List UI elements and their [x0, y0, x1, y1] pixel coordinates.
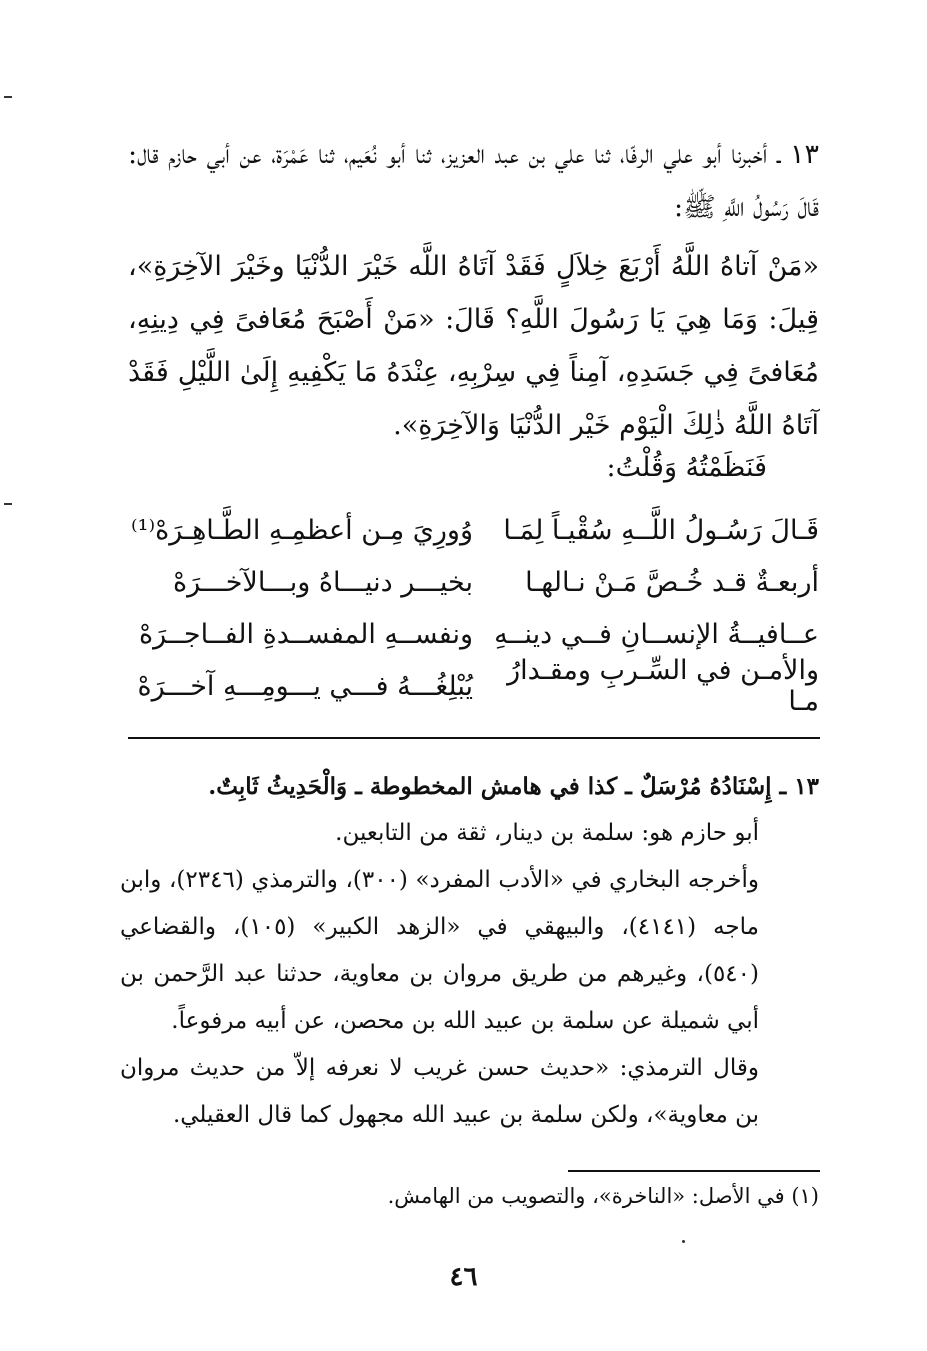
- poem-verse: [128, 608, 819, 660]
- poem-verse: [128, 504, 819, 556]
- commentary-heading: ١٣ ـ إِسْنَادُهُ مُرْسَلٌ ـ كذا في هامش المخطوطة ـ وَالْحَدِيثُ ثَابِتٌ.: [208, 773, 819, 800]
- verse-first-hemistich: والأمـن في السِّـربِ ومقـدارُ مـا: [507, 655, 819, 717]
- hadith-isnad: ١٣ ـ أخبرنا أبو علي الرفّا، ثنا علي بن عبد العزيز، ثنا أبو نُعَيم، ثنا عَمْرَة، عن أبي حازم قال: قَالَ رَسُولُ اللَّهِ ﷺ:: [128, 139, 819, 223]
- hadith-text: «مَنْ آتاهُ اللَّهُ أَرْبَعَ خِلاَلٍ فَقَدْ آتَاهُ اللَّه خَيْرَ الدُّنْيَا وخَيْرَ الآخِرَةِ»، قِيلَ: وَمَا هِيَ يَا رَسُولَ اللَّهِ؟ قَالَ: «مَنْ أَصْبَحَ مُعَافىً فِي دِينِهِ، مُعَافىً فِي جَسَدِهِ، آمِناً فِي سِرْبِهِ، عِنْدَهُ مَا يَكْفِيهِ إِلَىٰ اللَّيْلِ فَقَدْ آتَاهُ اللَّهُ ذٰلِكَ الْيَوْم خَيْر الدُّنْيَا وَالآخِرَةِ».: [128, 251, 819, 441]
- verse-second-hemistich: يُبْلِغُـــهُ فـــي يـــومِـــهِ آخـــرَهْ: [137, 670, 473, 702]
- scan-speck: [682, 1240, 685, 1243]
- poem-verse: [128, 556, 819, 608]
- verse-first-hemistich: قَـالَ رَسُـولُ اللَّــهِ سُقْيـاً لِمَـا: [503, 514, 819, 546]
- section-divider: [128, 737, 820, 739]
- verse-second-hemistich: ونفســهِ المفســدةِ الفــاجــرَهْ: [139, 618, 473, 650]
- poem: [128, 504, 819, 717]
- footnote: (١) في الأصل: «الناخرة»، والتصويب من الهامش.: [387, 1184, 819, 1208]
- footnote-divider: [568, 1170, 820, 1172]
- commentary-paragraph: وأخرجه البخاري في «الأدب المفرد» (٣٠٠)، والترمذي (٢٣٤٦)، وابن ماجه (٤١٤١)، والبيهقي في «الزهد الكبير» (١٠٥)، والقضاعي (٥٤٠)، وغيرهم من طريق مروان بن معاوية، حدثنا عبد الرَّحمن بن أبي شميلة عن سلمة بن عبيد الله بن محصن، عن أبيه مرفوعاً.: [120, 867, 759, 1034]
- verse-first-hemistich: أربعـةٌ قـد خُـصَّ مَـنْ نـالهـا: [525, 566, 819, 598]
- page-number: ٤٦: [449, 1262, 478, 1292]
- commentary-paragraph: أبو حازم هو: سلمة بن دينار، ثقة من التابعين.: [335, 820, 759, 846]
- scan-mark: [4, 503, 12, 505]
- poem-intro: فَنَظَمْتُهُ وَقُلْتُ:: [606, 452, 767, 483]
- verse-second-hemistich: بخيـــر دنيـــاهُ وبـــالآخـــرَهْ: [172, 566, 473, 598]
- verse-first-hemistich: عــافيــةُ الإنســانِ فــي دينــهِ: [494, 618, 819, 650]
- verse-second-hemistich: وُورِيَ مِـن أعظمِـهِ الطَّـاهِـرَهْ⁽¹⁾: [131, 514, 473, 546]
- commentary: [120, 763, 819, 1139]
- scan-mark: [4, 96, 12, 98]
- poem-verse: [128, 655, 819, 717]
- commentary-paragraph: وقال الترمذي: «حديث حسن غريب لا نعرفه إلاّ من حديث مروان بن معاوية»، ولكن سلمة بن عبيد الله مجهول كما قال العقيلي.: [120, 1055, 759, 1128]
